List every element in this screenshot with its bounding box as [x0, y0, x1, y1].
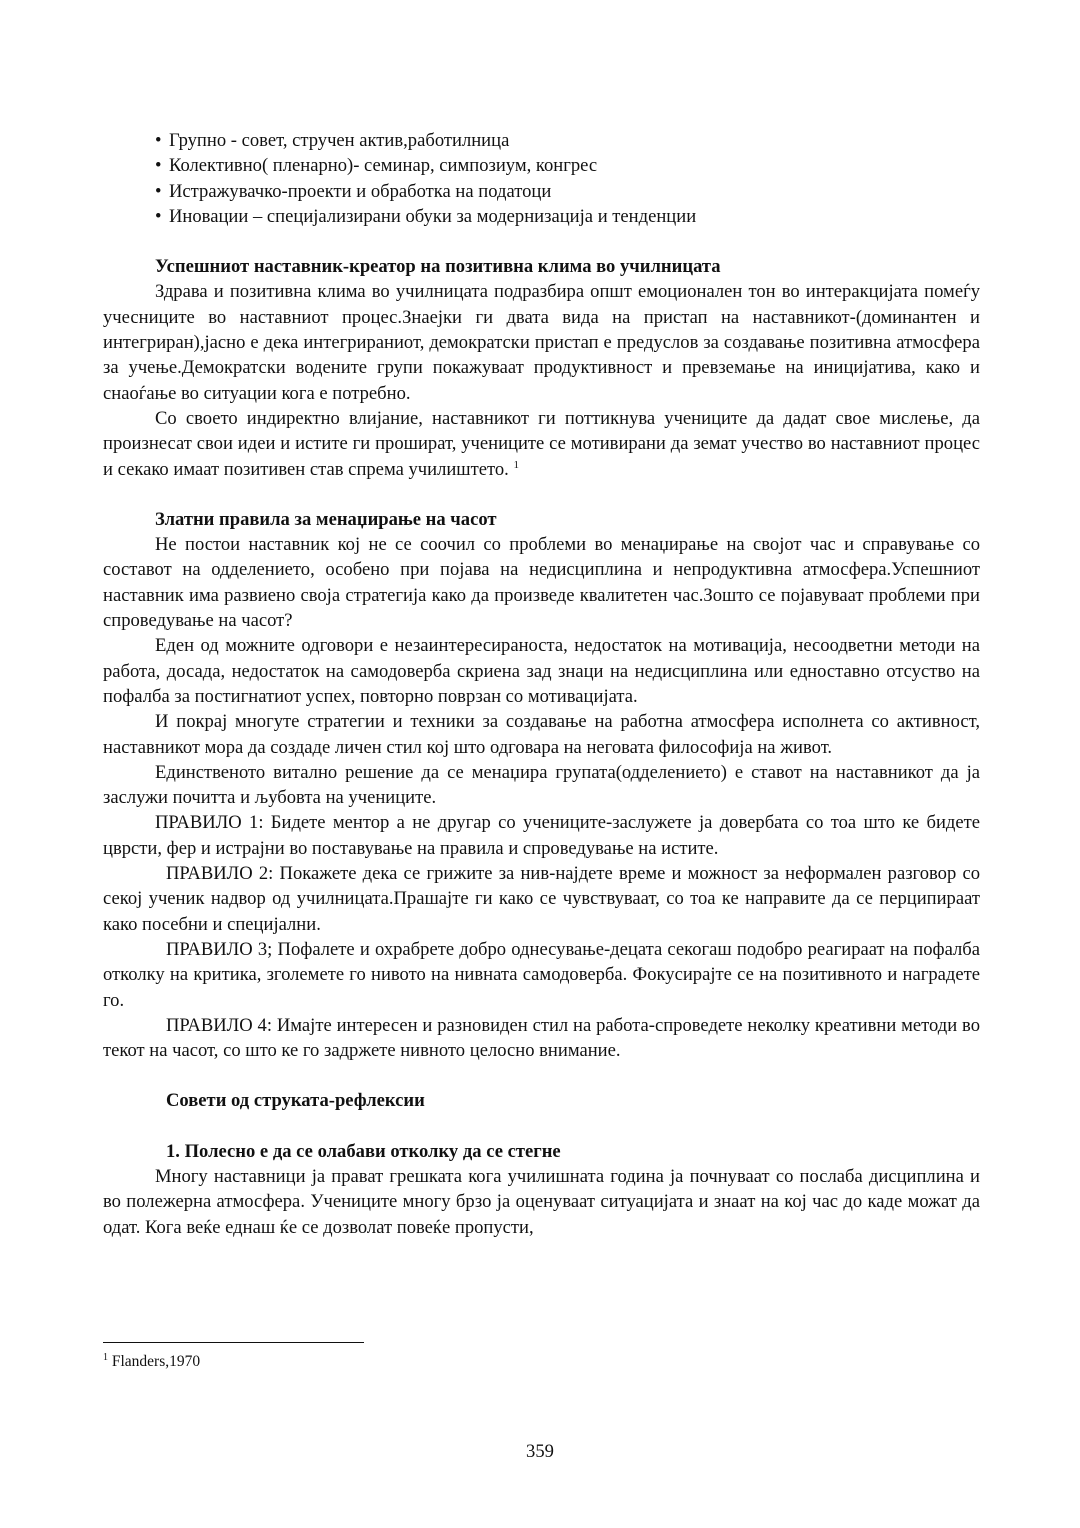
- bullet-item: • Иновации – специјализирани обуки за модернизација и тенденции: [155, 204, 980, 229]
- footnote-number: 1: [103, 1352, 108, 1363]
- rule-2: ПРАВИЛО 2: Покажете дека се грижите за нив-најдете време и можност за неформален разговор со секој ученик надвор од училницата.Прашајте ги како се чувствуваат, со тоа ке направите да се перципираат како посебни и специјални.: [103, 863, 980, 935]
- rule-4: ПРАВИЛО 4: Имајте интересен и разновиден стил на работа-спроведете неколку креативни методи во текот на часот, со што ке го задржете нивното целосно внимание.: [103, 1014, 980, 1062]
- footnote-text: Flanders,1970: [111, 1353, 201, 1370]
- paragraph: Еден од можните одговори е незаинтересираноста, недостаток на мотивација, несоодветни методи на работа, досада, недостаток на самодоверба скриена зад знаци на недисциплина или едноставно отсуство на пофалба за постигнатиот успех, повторно поврзан со мотивацијата.: [103, 635, 980, 707]
- footnote-divider: [103, 1342, 364, 1343]
- bullet-item: • Колективно( пленарно)- семинар, симпозиум, конгрес: [155, 153, 980, 178]
- subsection-heading: 1. Полесно е да се олабави отколку да се стегне: [166, 1140, 561, 1162]
- paragraph: [103, 406, 980, 482]
- bullet-item: • Истражувачко-проекти и обработка на податоци: [155, 179, 980, 204]
- page-number: 359: [526, 1441, 554, 1462]
- paragraph: Единственото витално решение да се менаџира групата(одделението) е ставот на наставникот да ја заслужи почитта и љубовта на учениците.: [103, 761, 980, 809]
- rule-1: ПРАВИЛО 1: Бидете ментор а не другар со учениците-заслужете ја довербата со тоа што ке бидете цврсти, фер и истрајни во поставување на правила и спроведување на истите.: [103, 812, 980, 859]
- section-heading-positive-climate: Успешниот наставник-креатор на позитивна клима во училницата: [155, 256, 721, 278]
- footnote-reference: 1: [513, 458, 519, 471]
- paragraph: И покрај многуте стратегии и техники за создавање на работна атмосфера исполнета со активност, наставникот мора да создаде личен стил кој што одговара на неговата философија на живот.: [103, 711, 980, 758]
- footnote: [103, 1352, 200, 1372]
- document-page: [103, 128, 980, 1240]
- paragraph-text: Со своето индиректно влијание, наставникот ги поттикнува учениците да дадат свое мислење, да произнесат свои идеи и истите ги прошират, учениците се мотивирани да земат учество во наставниот процес и секако имаат позитивен став спрема училиштето.: [103, 407, 980, 480]
- section-heading-advice: Совети од струката-рефлексии: [166, 1090, 425, 1112]
- section-heading-golden-rules: Златни правила за менаџирање на часот: [155, 508, 497, 530]
- bullet-list: [155, 128, 980, 229]
- rule-3: ПРАВИЛО 3; Пофалете и охрабрете добро однесување-децата секогаш подобро реагираат на пофалба отколку на критика, зголемете го нивото на нивната самодоверба. Фокусирајте се на позитивното и наградете го.: [103, 938, 980, 1011]
- paragraph: Здрава и позитивна клима во училницата подразбира општ емоционален тон во интеракцијата помеѓу учесниците во наставниот процес.Знаејки ги двата вида на пристап на наставникот-(доминантен и интегриран),јасно е дека интегрираниот, демократски пристап е предуслов за создавање позитивна атмосфера за учење.Демократски водените групи покажуваат продуктивност и превземање на иницијатива, како и снаоѓање во ситуации кога е потребно.: [103, 281, 980, 404]
- paragraph: Многу наставници ја прават грешката кога училишната година ја почнуваат со послаба дисциплина и во полежерна атмосфера. Учениците многу брзо ја оценуваат ситуацијата и знаат на кој час до каде можат да одат. Кога веќе еднаш ќе се дозволат повеќе пропусти,: [103, 1165, 980, 1238]
- paragraph: Не постои наставник кој не се соочил со проблеми во менаџирање на својот час и справување со составот на одделението, особено при појава на недисциплина и непродуктивна атмосфера.Успешниот наставник има развиено своја стратегија како да произведе квалитетен час.Зошто се појавуваат проблеми при спроведување на часот?: [103, 534, 980, 632]
- bullet-item: • Групно - совет, стручен актив,работилница: [155, 128, 980, 153]
